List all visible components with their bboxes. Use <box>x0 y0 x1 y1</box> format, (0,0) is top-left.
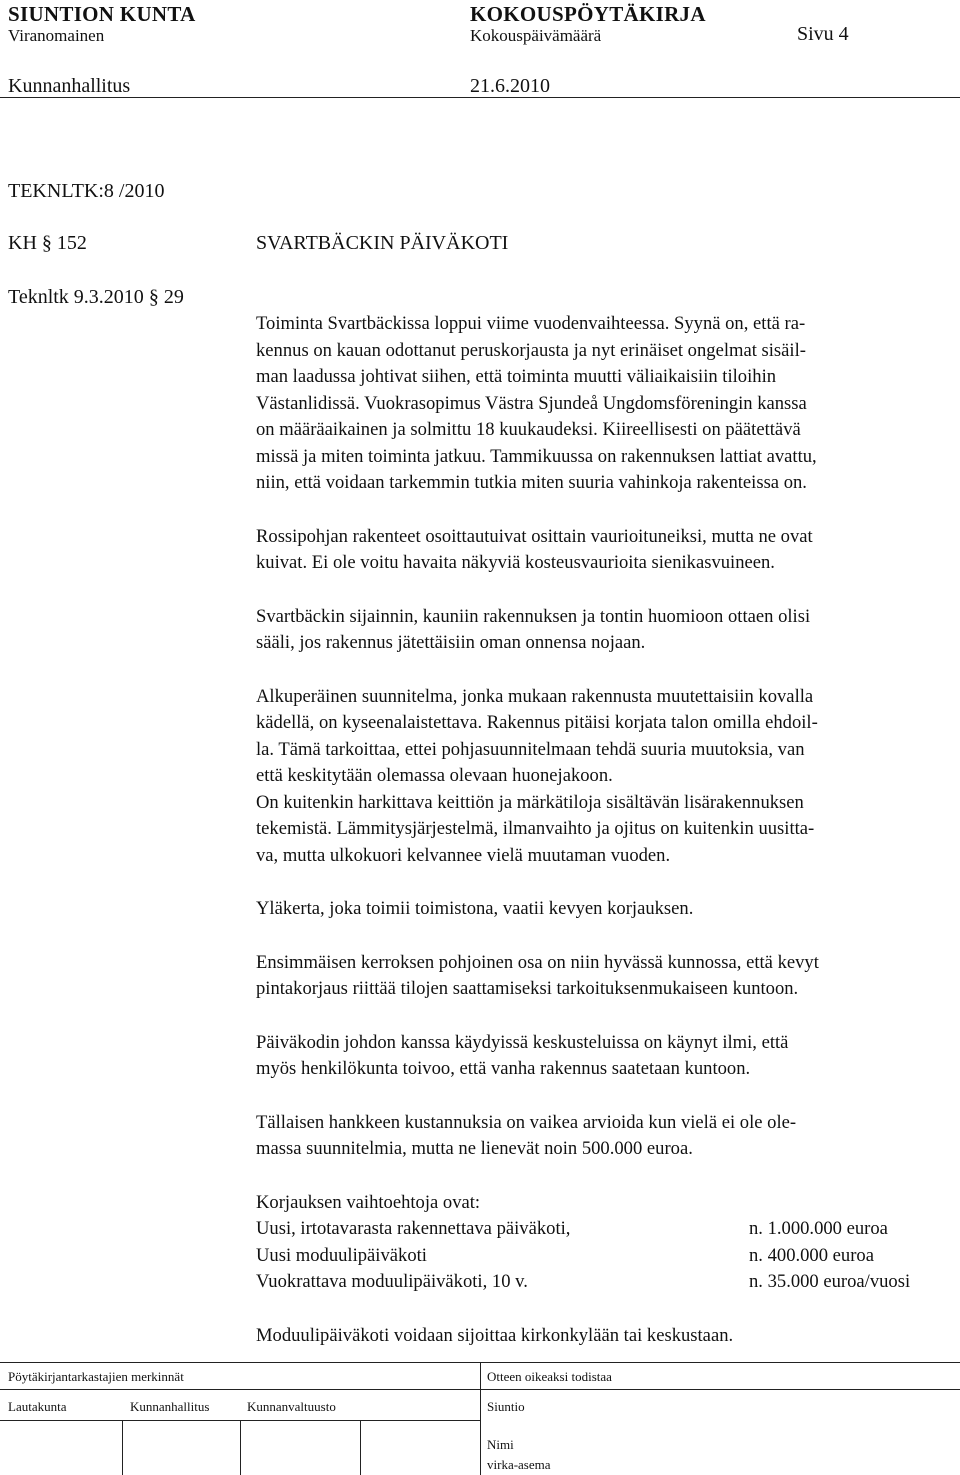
body-line: la. Tämä tarkoittaa, ettei pohjasuunnitelmaan tehdä suuria muutoksia, van <box>256 738 805 760</box>
body-line: Yläkerta, joka toimii toimistona, vaatii kevyen korjauksen. <box>256 898 694 919</box>
body-line: tekemistä. Lämmitysjärjestelmä, ilmanvaihto ja ojitus on kuitenkin uusitta- <box>256 818 815 839</box>
body-line: kuivat. Ei ole voitu havaita näkyviä kosteusvaurioita sienikasvuineen. <box>256 552 775 573</box>
body-line: massa suunnitelmia, mutta ne lienevät noin 500.000 euroa. <box>256 1138 693 1159</box>
body-line: Toiminta Svartbäckissa loppui viime vuodenvaihteessa. Syynä on, että ra- <box>256 313 806 334</box>
meeting-date-label: Kokouspäivämäärä <box>470 26 602 45</box>
kh-label: KH <box>8 232 37 254</box>
body-line: sääli, jos rakennus jätettäisiin oman onnensa nojaan. <box>256 632 646 653</box>
footer-col-divider <box>122 1420 123 1475</box>
body-line: että keskitytään olemassa olevaan huonejakoon. <box>256 765 613 786</box>
body-line: va, mutta ulkokuori kelvannee vielä muutaman vuoden. <box>256 844 671 866</box>
meeting-date-value: 21.6.2010 <box>470 75 550 97</box>
body-line: kennus on kauan odottanut peruskorjausta ja nyt erinäiset ongelmat sisäil- <box>256 339 806 361</box>
org-name: SIUNTION KUNTA <box>8 2 196 26</box>
kh-number: 152 <box>56 232 87 254</box>
body-line: Moduulipäiväkoti voidaan sijoittaa kirkonkylään tai keskustaan. <box>256 1324 734 1346</box>
option-row <box>256 1216 956 1243</box>
body-line: Alkuperäinen suunnitelma, jonka mukaan rakennusta muutettaisiin kovalla <box>256 685 814 707</box>
footer-kunnanhallitus: Kunnanhallitus <box>130 1399 210 1414</box>
options-heading: Korjauksen vaihtoehtoja ovat: <box>256 1191 481 1213</box>
teknltk-reference <box>8 286 184 309</box>
body-line: Svartbäckin sijainnin, kauniin rakennuksen ja tontin huomioon ottaen olisi <box>256 605 811 627</box>
body-line: pintakorjaus riittää tilojen saattamiseksi tarkoituksenmukaiseen kuntoon. <box>256 978 799 999</box>
option-cost: n. 35.000 euroa/vuosi <box>749 1271 911 1292</box>
footer-position-label: virka-asema <box>487 1457 551 1472</box>
header-divider <box>0 97 960 98</box>
body-line: Västanlidissä. Vuokrasopimus Västra Sjundeå Ungdomsföreningin kanssa <box>256 392 807 414</box>
teknltk-label: Teknltk 9.3.2010 <box>8 286 144 308</box>
body-line: Ensimmäisen kerroksen pohjoinen osa on niin hyvässä kunnossa, että kevyt <box>256 951 819 973</box>
footer-lautakunta: Lautakunta <box>8 1399 67 1414</box>
body-line: missä ja miten toiminta jatkuu. Tammikuussa on rakennuksen lattiat avattu, <box>256 445 817 467</box>
option-row <box>256 1243 956 1270</box>
body-line: Tällaisen hankkeen kustannuksia on vaikea arvioida kun vielä ei ole ole- <box>256 1111 797 1133</box>
section-sign: § <box>41 232 52 254</box>
body-line: Päiväkodin johdon kanssa käydyissä keskusteluissa on käynyt ilmi, että <box>256 1031 789 1053</box>
page-number: Sivu 4 <box>797 23 849 45</box>
option-row <box>256 1269 956 1296</box>
minutes-body <box>256 311 956 1349</box>
footer-col-divider <box>360 1420 361 1475</box>
body-line: myös henkilökunta toivoo, että vanha rakennus saatetaan kuntoon. <box>256 1058 751 1079</box>
option-label: Uusi moduulipäiväkoti <box>256 1244 427 1266</box>
authority-label: Viranomainen <box>8 26 105 45</box>
footer-kunnanvaltuusto: Kunnanvaltuusto <box>247 1399 336 1414</box>
footer-center-divider <box>480 1362 481 1475</box>
document-type: KOKOUSPÖYTÄKIRJA <box>470 2 706 26</box>
body-line: niin, että voidaan tarkemmin tutkia miten suuria vahinkoja rakenteissa on. <box>256 472 807 493</box>
section-title: SVARTBÄCKIN PÄIVÄKOTI <box>256 232 509 254</box>
option-cost: n. 400.000 euroa <box>749 1244 874 1266</box>
option-label: Vuokrattava moduulipäiväkoti, 10 v. <box>256 1271 528 1292</box>
footer-col-divider <box>240 1420 241 1475</box>
reference-number: TEKNLTK:8 /2010 <box>8 180 165 202</box>
footer <box>0 1362 960 1475</box>
footer-marks-label: Pöytäkirjantarkastajien merkinnät <box>8 1369 184 1384</box>
body-line: On kuitenkin harkittava keittiön ja märkätiloja sisältävän lisärakennuksen <box>256 791 804 813</box>
body-line: man laadussa johtivat siihen, että toiminta muutti väliaikaisiin tiloihin <box>256 366 777 387</box>
authority-value: Kunnanhallitus <box>8 75 131 97</box>
kh-reference <box>8 232 87 255</box>
section-sign: § <box>148 286 159 308</box>
footer-name-label: Nimi <box>487 1437 514 1452</box>
body-line: on määräaikainen ja solmittu 18 kuukaudeksi. Kiireellisesti on päätettävä <box>256 419 801 440</box>
body-line: Rossipohjan rakenteet osoittautuivat osittain vaurioituneiksi, mutta ne ovat <box>256 525 813 547</box>
teknltk-number: 29 <box>163 286 184 308</box>
footer-place: Siuntio <box>487 1399 525 1414</box>
option-cost: n. 1.000.000 euroa <box>749 1218 888 1239</box>
option-label: Uusi, irtotavarasta rakennettava päiväkoti, <box>256 1218 571 1239</box>
body-line: kädellä, on kyseenalaistettava. Rakennus pitäisi korjata talon omilla ehdoil- <box>256 712 818 733</box>
footer-certified-label: Otteen oikeaksi todistaa <box>487 1369 612 1384</box>
